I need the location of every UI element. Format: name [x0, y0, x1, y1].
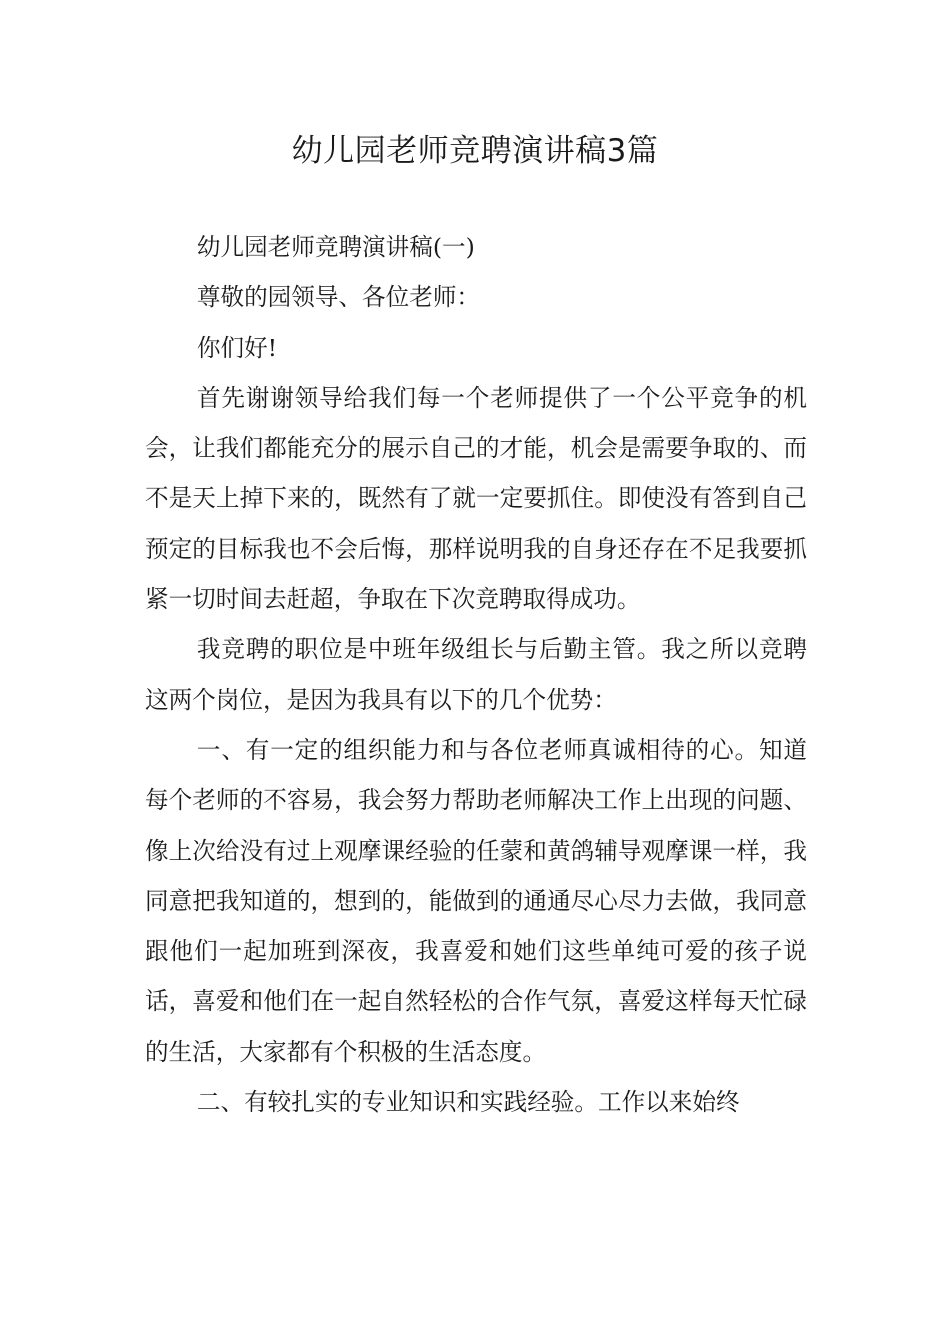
salutation: 尊敬的园领导、各位老师： [196, 283, 481, 312]
greeting: 你们好! [196, 333, 278, 362]
section-heading: 幼儿园老师竞聘演讲稿(一) [196, 233, 475, 261]
document-title: 幼儿园老师竞聘演讲稿3篇 [291, 133, 659, 169]
paragraph-advantage-one: 一、有一定的组织能力和与各位老师真诚相待的心。知道每个老师的不容易，我会努力帮助老师解决工作上出现的问题、像上次给没有过上观摩课经验的任蒙和黄鸽辅导观摩课一样，我同意把我知道的，想到的，能做到的通通尽心尽力去做，我同意跟他们一起加班到深夜，我喜爱和她们这些单纯可爱的孩子说话，喜爱和他们在一起自然轻松的合作气氛，喜爱这样每天忙碌的生活，大家都有个积极的生活态度。 [145, 735, 807, 1066]
paragraph-position: 我竞聘的职位是中班年级组长与后勤主管。我之所以竞聘这两个岗位，是因为我具有以下的几个优势： [145, 635, 807, 714]
document-body [145, 222, 807, 1127]
paragraph-opening: 首先谢谢领导给我们每一个老师提供了一个公平竞争的机会，让我们都能充分的展示自己的才能，机会是需要争取的、而不是天上掉下来的，既然有了就一定要抓住。即使没有答到自己预定的目标我也不会后悔，那样说明我的自身还存在不足我要抓紧一切时间去赶超，争取在下次竞聘取得成功。 [145, 383, 807, 614]
paragraph-advantage-two: 二、有较扎实的专业知识和实践经验。工作以来始终 [196, 1088, 740, 1117]
